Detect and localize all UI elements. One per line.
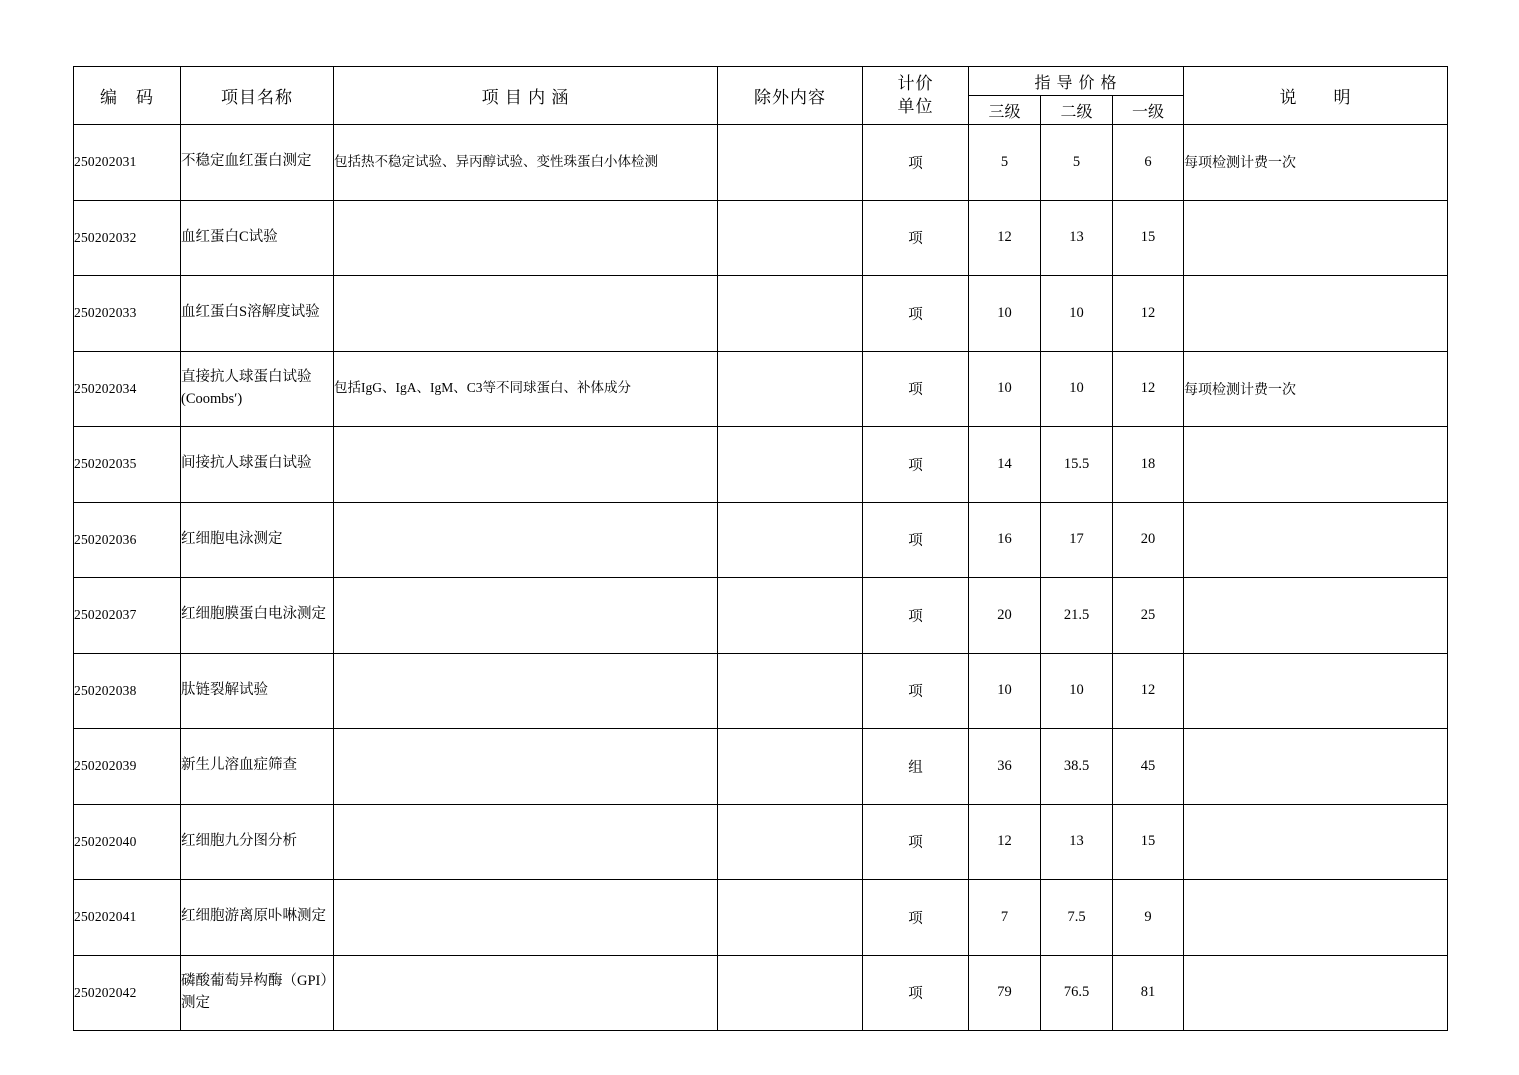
cell-remark (1184, 276, 1448, 352)
cell-content (334, 427, 718, 503)
cell-level3: 12 (969, 804, 1041, 880)
cell-code: 250202039 (74, 729, 181, 805)
cell-level2: 15.5 (1041, 427, 1113, 503)
cell-name: 红细胞膜蛋白电泳测定 (181, 578, 334, 654)
cell-remark (1184, 502, 1448, 578)
cell-code: 250202032 (74, 200, 181, 276)
table-row (74, 427, 1448, 503)
cell-unit: 项 (863, 276, 969, 352)
cell-exclusion (718, 125, 863, 201)
cell-remark (1184, 427, 1448, 503)
cell-exclusion (718, 955, 863, 1031)
table-row (74, 200, 1448, 276)
table-row (74, 880, 1448, 956)
cell-name: 红细胞九分图分析 (181, 804, 334, 880)
cell-exclusion (718, 729, 863, 805)
cell-code: 250202035 (74, 427, 181, 503)
header-code: 编 码 (74, 67, 181, 125)
cell-content (334, 200, 718, 276)
cell-name: 不稳定血红蛋白测定 (181, 125, 334, 201)
header-guide-price: 指 导 价 格 (969, 67, 1184, 96)
cell-content (334, 880, 718, 956)
cell-unit: 项 (863, 804, 969, 880)
table-row (74, 276, 1448, 352)
cell-name: 血红蛋白C试验 (181, 200, 334, 276)
cell-level2: 21.5 (1041, 578, 1113, 654)
document-page (73, 66, 1447, 1031)
cell-unit: 项 (863, 200, 969, 276)
cell-remark (1184, 955, 1448, 1031)
table-row (74, 578, 1448, 654)
cell-level2: 5 (1041, 125, 1113, 201)
cell-code: 250202041 (74, 880, 181, 956)
cell-remark (1184, 200, 1448, 276)
table-row (74, 653, 1448, 729)
cell-name: 间接抗人球蛋白试验 (181, 427, 334, 503)
cell-remark: 每项检测计费一次 (1184, 351, 1448, 427)
table-row (74, 955, 1448, 1031)
header-remark: 说 明 (1184, 67, 1448, 125)
cell-level1: 20 (1113, 502, 1184, 578)
cell-level2: 7.5 (1041, 880, 1113, 956)
cell-code: 250202037 (74, 578, 181, 654)
cell-remark (1184, 880, 1448, 956)
cell-unit: 项 (863, 125, 969, 201)
header-level3: 三级 (969, 96, 1041, 125)
cell-level3: 12 (969, 200, 1041, 276)
header-unit-line1: 计价 (897, 73, 934, 93)
cell-content (334, 804, 718, 880)
cell-content (334, 653, 718, 729)
cell-unit: 项 (863, 351, 969, 427)
header-unit (863, 67, 969, 125)
header-level2: 二级 (1041, 96, 1113, 125)
cell-level3: 10 (969, 351, 1041, 427)
cell-level1: 12 (1113, 276, 1184, 352)
cell-name: 血红蛋白S溶解度试验 (181, 276, 334, 352)
cell-exclusion (718, 351, 863, 427)
cell-code: 250202031 (74, 125, 181, 201)
cell-level1: 12 (1113, 351, 1184, 427)
cell-exclusion (718, 427, 863, 503)
cell-content (334, 729, 718, 805)
cell-level2: 13 (1041, 200, 1113, 276)
cell-level1: 9 (1113, 880, 1184, 956)
cell-code: 250202040 (74, 804, 181, 880)
cell-code: 250202034 (74, 351, 181, 427)
table-row (74, 729, 1448, 805)
table-header (74, 67, 1448, 125)
cell-exclusion (718, 653, 863, 729)
cell-level3: 36 (969, 729, 1041, 805)
table-row (74, 125, 1448, 201)
cell-exclusion (718, 200, 863, 276)
cell-remark: 每项检测计费一次 (1184, 125, 1448, 201)
cell-level1: 45 (1113, 729, 1184, 805)
cell-remark (1184, 653, 1448, 729)
cell-level2: 13 (1041, 804, 1113, 880)
cell-level3: 16 (969, 502, 1041, 578)
table-body (74, 125, 1448, 1031)
cell-level2: 38.5 (1041, 729, 1113, 805)
header-level1: 一级 (1113, 96, 1184, 125)
cell-exclusion (718, 502, 863, 578)
cell-unit: 项 (863, 427, 969, 503)
cell-level3: 5 (969, 125, 1041, 201)
cell-exclusion (718, 880, 863, 956)
cell-unit: 项 (863, 578, 969, 654)
cell-level1: 25 (1113, 578, 1184, 654)
cell-level3: 14 (969, 427, 1041, 503)
cell-level3: 7 (969, 880, 1041, 956)
cell-level2: 10 (1041, 276, 1113, 352)
cell-content (334, 502, 718, 578)
cell-content (334, 955, 718, 1031)
cell-level1: 15 (1113, 804, 1184, 880)
cell-level1: 15 (1113, 200, 1184, 276)
cell-level1: 12 (1113, 653, 1184, 729)
header-exclusion: 除外内容 (718, 67, 863, 125)
cell-level1: 81 (1113, 955, 1184, 1031)
header-name: 项目名称 (181, 67, 334, 125)
cell-name: 肽链裂解试验 (181, 653, 334, 729)
cell-name: 红细胞电泳测定 (181, 502, 334, 578)
cell-level2: 10 (1041, 653, 1113, 729)
cell-level3: 10 (969, 653, 1041, 729)
header-unit-line2: 单位 (897, 96, 934, 116)
cell-name: 直接抗人球蛋白试验(Coombs′) (181, 351, 334, 427)
cell-code: 250202038 (74, 653, 181, 729)
cell-level1: 18 (1113, 427, 1184, 503)
cell-level1: 6 (1113, 125, 1184, 201)
cell-level2: 10 (1041, 351, 1113, 427)
cell-name: 红细胞游离原卟啉测定 (181, 880, 334, 956)
header-content: 项 目 内 涵 (334, 67, 718, 125)
cell-name: 磷酸葡萄异构酶（GPI）测定 (181, 955, 334, 1031)
cell-exclusion (718, 578, 863, 654)
medical-price-table (73, 66, 1448, 1031)
cell-content (334, 276, 718, 352)
cell-unit: 组 (863, 729, 969, 805)
cell-remark (1184, 578, 1448, 654)
cell-unit: 项 (863, 880, 969, 956)
cell-content: 包括IgG、IgA、IgM、C3等不同球蛋白、补体成分 (334, 351, 718, 427)
cell-unit: 项 (863, 653, 969, 729)
cell-name: 新生儿溶血症筛查 (181, 729, 334, 805)
cell-level3: 10 (969, 276, 1041, 352)
table-row (74, 351, 1448, 427)
cell-code: 250202036 (74, 502, 181, 578)
cell-level3: 79 (969, 955, 1041, 1031)
cell-exclusion (718, 276, 863, 352)
cell-level2: 76.5 (1041, 955, 1113, 1031)
cell-level3: 20 (969, 578, 1041, 654)
cell-remark (1184, 729, 1448, 805)
cell-exclusion (718, 804, 863, 880)
cell-remark (1184, 804, 1448, 880)
cell-code: 250202042 (74, 955, 181, 1031)
table-row (74, 502, 1448, 578)
cell-unit: 项 (863, 955, 969, 1031)
cell-content (334, 578, 718, 654)
cell-unit: 项 (863, 502, 969, 578)
cell-code: 250202033 (74, 276, 181, 352)
cell-level2: 17 (1041, 502, 1113, 578)
header-row-main (74, 67, 1448, 96)
table-row (74, 804, 1448, 880)
cell-content: 包括热不稳定试验、异丙醇试验、变性珠蛋白小体检测 (334, 125, 718, 201)
